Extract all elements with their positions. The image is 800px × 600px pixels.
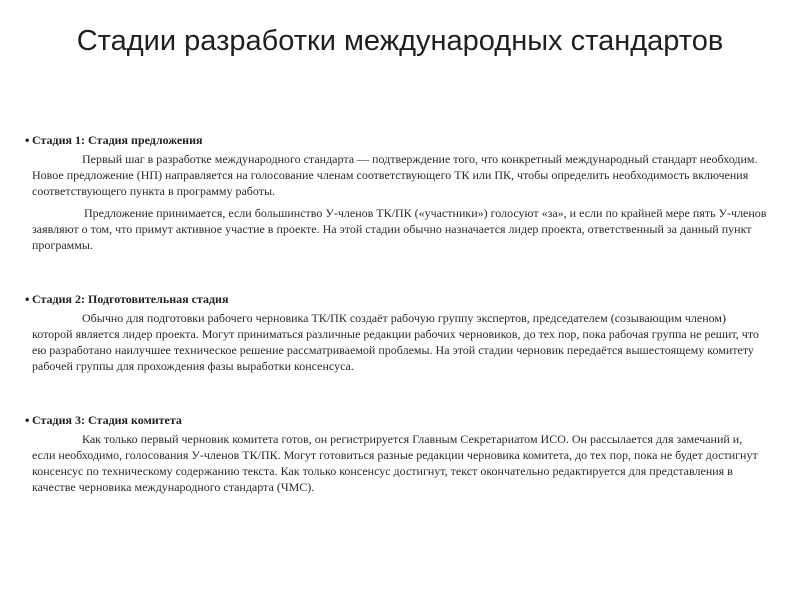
stage-3-heading-row (24, 412, 768, 430)
stage-1-section (24, 132, 768, 253)
slide-title: Стадии разработки международных стандартов (76, 25, 724, 57)
stage-1-heading-row (24, 132, 768, 150)
stage-1-paragraph-2: Предложение принимается, если большинство У-членов ТК/ПК («участники») голосуют «за», и если по крайней мере пять У-членов заявляют о том, что примут активное участие в проекте. На этой стадии обычно назначается лидер проекта, ответственный за данный пункт программы. (32, 206, 767, 252)
slide-body (24, 132, 768, 495)
stage-1-heading: Стадия 1: Стадия предложения (32, 133, 203, 147)
stage-3-paragraph-1: Как только первый черновик комитета готов, он регистрируется Главным Секретариатом ИСО. Он рассылается для замечаний и, если необходимо, голосования У-членов ТК/ПК. Могут готовиться разные редакции черновика комитета, до тех пор, пока не будет достигнут консенсус по техническому содержанию текста. Как только консенсус достигнут, текст окончательно редактируется для представления в качестве черновика международного стандарта (ЧМС). (32, 432, 758, 494)
stage-2-heading: Стадия 2: Подготовительная стадия (32, 292, 229, 306)
stage-3-heading: Стадия 3: Стадия комитета (32, 413, 182, 427)
bullet-icon: • (24, 136, 31, 147)
stage-2-heading-row (24, 291, 768, 309)
stage-2-paragraph-1: Обычно для подготовки рабочего черновика ТК/ПК создаёт рабочую группу экспертов, председателем (созывающим членом) которой является лидер проекта. Могут приниматься различные редакции рабочих черновиков, до тех пор, пока рабочая группа не решит, что ею разработано наилучшее техническое решение рассматриваемой проблемы. На этой стадии черновик передаётся вышестоящему комитету рабочей группы для прохождения фазы выработки консенсуса. (32, 311, 759, 373)
stage-2-section (24, 291, 768, 374)
bullet-icon: • (24, 416, 31, 427)
stage-1-paragraph-1: Первый шаг в разработке международного стандарта — подтверждение того, что конкретный международный стандарт необходим. Новое предложение (НП) направляется на голосование членам соответствующего ТК или ПК, чтобы определить необходимость включения соответствующего пункта в программу работы. (32, 152, 758, 198)
bullet-icon: • (24, 295, 31, 306)
stage-3-section (24, 412, 768, 495)
